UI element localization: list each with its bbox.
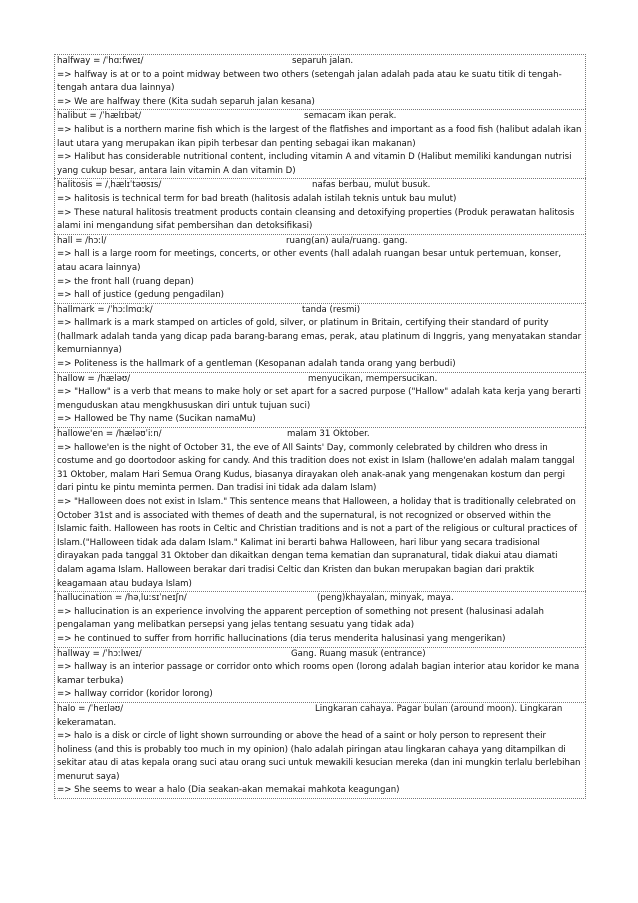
definition-line: => hallmark is a mark stamped on articles of gold, silver, or platinum in Britain, certifying their standard of purity (hallmark adalah tanda yang dicap pada barang-barang emas, perak, atau platinum di Inggris, yang menyatakan standar kemurniannya) — [57, 318, 582, 356]
entry-header — [57, 592, 583, 606]
definition-line: => hallowe'en is the night of October 31, the eve of All Saints' Day, commonly celebrated by children who dress in costume and go doortodoor asking for candy. And this tradition does not exist in Islam (hallowe'en adalah malam tanggal 31 Oktober, malam Hari Semua Orang Kudus, biasanya dirayakan oleh anak-anak yang mengenakan kostum dan pergi dari pintu ke pintu meminta permen. Dan tradisi ini tidak ada dalam Islam) — [57, 442, 575, 494]
entry-header — [57, 110, 583, 124]
definition-line: => hallucination is an experience involving the apparent perception of something not present (halusinasi adalah pengalaman yang melibatkan persepsi yang jelas tentang sesuatu yang tidak ada) — [57, 606, 544, 631]
meaning: menyucikan, mempersucikan. — [308, 373, 438, 384]
example-line: => the front hall (ruang depan) — [57, 276, 194, 287]
definition-line: => halfway is at or to a point midway between two others (setengah jalan adalah pada atau ke suatu titik di tengah-tengah antara dua lainnya) — [57, 69, 562, 94]
meaning: Lingkaran cahaya. Pagar bulan (around moon). Lingkaran kekeramatan. — [57, 703, 563, 728]
entry-header — [57, 373, 583, 387]
example-line: => These natural halitosis treatment products contain cleansing and detoxifying properties (Produk perawatan halitosis alami ini mengandung sifat pembersihan dan detoksifikasi) — [57, 207, 575, 232]
definition-line: => halitosis is technical term for bad breath (halitosis adalah istilah teknis untuk bau mulut) — [57, 193, 457, 204]
meaning: (peng)khayalan, minyak, maya. — [317, 593, 454, 604]
example-line: => "Halloween does not exist in Islam." This sentence means that Halloween, a holiday that is traditionally celebrated on October 31st and is associated with themes of death and the supernatural, is not recognized or observed within the Islamic faith. Halloween has roots in Celtic and Christian traditions and is not a part of the religious or cultural practices of Islam.("Halloween tidak ada dalam Islam." Kalimat ini berarti bahwa Halloween, hari libur yang secara tradisional dirayakan pada tanggal 31 Oktober dan dikaitkan dengan tema kematian dan supranatural, tidak diakui atau diamati dalam agama Islam. Halloween berakar dari tradisi Celtic dan Kristen dan bukan merupakan bagian dari praktik keagamaan atau budaya Islam) — [57, 497, 578, 589]
definition-line: => halibut is a northern marine fish which is the largest of the flatfishes and important as a food fish (halibut adalah ikan laut utara yang merupakan ikan pipih terbesar dan penting sebagai ikan makanan) — [57, 124, 582, 149]
entry-header — [57, 55, 583, 69]
dictionary-page — [54, 54, 586, 799]
headword: hallow = /hæləʊ/ — [57, 373, 131, 384]
example-line: => Politeness is the hallmark of a gentleman (Kesopanan adalah tanda orang yang berbudi) — [57, 359, 456, 370]
example-line: => We are halfway there (Kita sudah separuh jalan kesana) — [57, 96, 315, 107]
entry-header — [57, 304, 583, 318]
example-line: => Halibut has considerable nutritional content, including vitamin A and vitamin D (Halibut memiliki kandungan nutrisi yang cukup besar, antara lain vitamin A dan vitamin D) — [57, 152, 572, 176]
entry-halitosis — [54, 178, 586, 233]
definition-line: => hallway is an interior passage or corridor onto which rooms open (lorong adalah bagian interior atau koridor ke mana kamar terbuka) — [57, 662, 580, 686]
meaning: malam 31 Oktober. — [287, 429, 370, 440]
example-line: => Hallowed be Thy name (Sucikan namaMu) — [57, 414, 256, 425]
entry-header — [57, 179, 583, 193]
entry-hallmark — [54, 303, 586, 372]
entry-hallucination — [54, 591, 586, 646]
entry-hall — [54, 234, 586, 303]
example-line: => hallway corridor (koridor lorong) — [57, 689, 213, 700]
entry-halloween — [54, 427, 586, 591]
entry-hallow — [54, 372, 586, 427]
entry-halfway — [54, 54, 586, 109]
headword: hallway = /ˈhɔːlweɪ/ — [57, 648, 142, 659]
example-line: => hall of justice (gedung pengadilan) — [57, 290, 225, 301]
headword: halitosis = /ˌhælɪˈtəʊsɪs/ — [57, 180, 162, 191]
headword: halfway = /ˈhɑːfweɪ/ — [57, 56, 144, 66]
definition-line: => hall is a large room for meetings, concerts, or other events (hall adalah ruangan besar untuk pertemuan, konser, atau acara lainnya) — [57, 249, 562, 273]
headword: halibut = /ˈhælɪbət/ — [57, 111, 142, 122]
entry-header — [57, 235, 583, 249]
entry-header — [57, 703, 583, 730]
example-line: => he continued to suffer from horrific hallucinations (dia terus menderita halusinasi yang mengerikan) — [57, 633, 506, 644]
meaning: ruang(an) aula/ruang. gang. — [286, 235, 408, 246]
entry-halibut — [54, 109, 586, 178]
headword: hallmark = /ˈhɔːlmɑːk/ — [57, 304, 153, 315]
headword: hallowe'en = /hæləʊˈiːn/ — [57, 429, 162, 440]
headword: halo = /ˈheɪləʊ/ — [57, 703, 124, 714]
definition-line: => halo is a disk or circle of light shown surrounding or above the head of a saint or holy person to represent their holiness (and this is probably too much in my opinion) (halo adalah piringan atau lingkaran cahaya yang ditampilkan di sekitar atau di atas kepala orang suci atau orang suci untuk mewakili kesucian mereka (dan ini mungkin terlalu berlebihan menurut saya) — [57, 731, 581, 782]
entry-hallway — [54, 647, 586, 702]
definition-line: => "Hallow" is a verb that means to make holy or set apart for a sacred purpose ("Hallow" adalah kata kerja yang berarti menguduskan atau mengkhususkan diri untuk tujuan suci) — [57, 387, 581, 411]
headword: hall = /hɔːl/ — [57, 235, 107, 246]
entry-header — [57, 648, 583, 662]
meaning: separuh jalan. — [292, 56, 354, 66]
example-line: => She seems to wear a halo (Dia seakan-akan memakai mahkota keagungan) — [57, 785, 400, 796]
meaning: semacam ikan perak. — [304, 111, 397, 122]
entry-halo — [54, 702, 586, 799]
entry-header — [57, 428, 583, 442]
meaning: tanda (resmi) — [302, 304, 361, 315]
meaning: Gang. Ruang masuk (entrance) — [291, 648, 426, 659]
meaning: nafas berbau, mulut busuk. — [312, 180, 431, 191]
headword: hallucination = /həˌluːsɪˈneɪʃn/ — [57, 593, 187, 604]
